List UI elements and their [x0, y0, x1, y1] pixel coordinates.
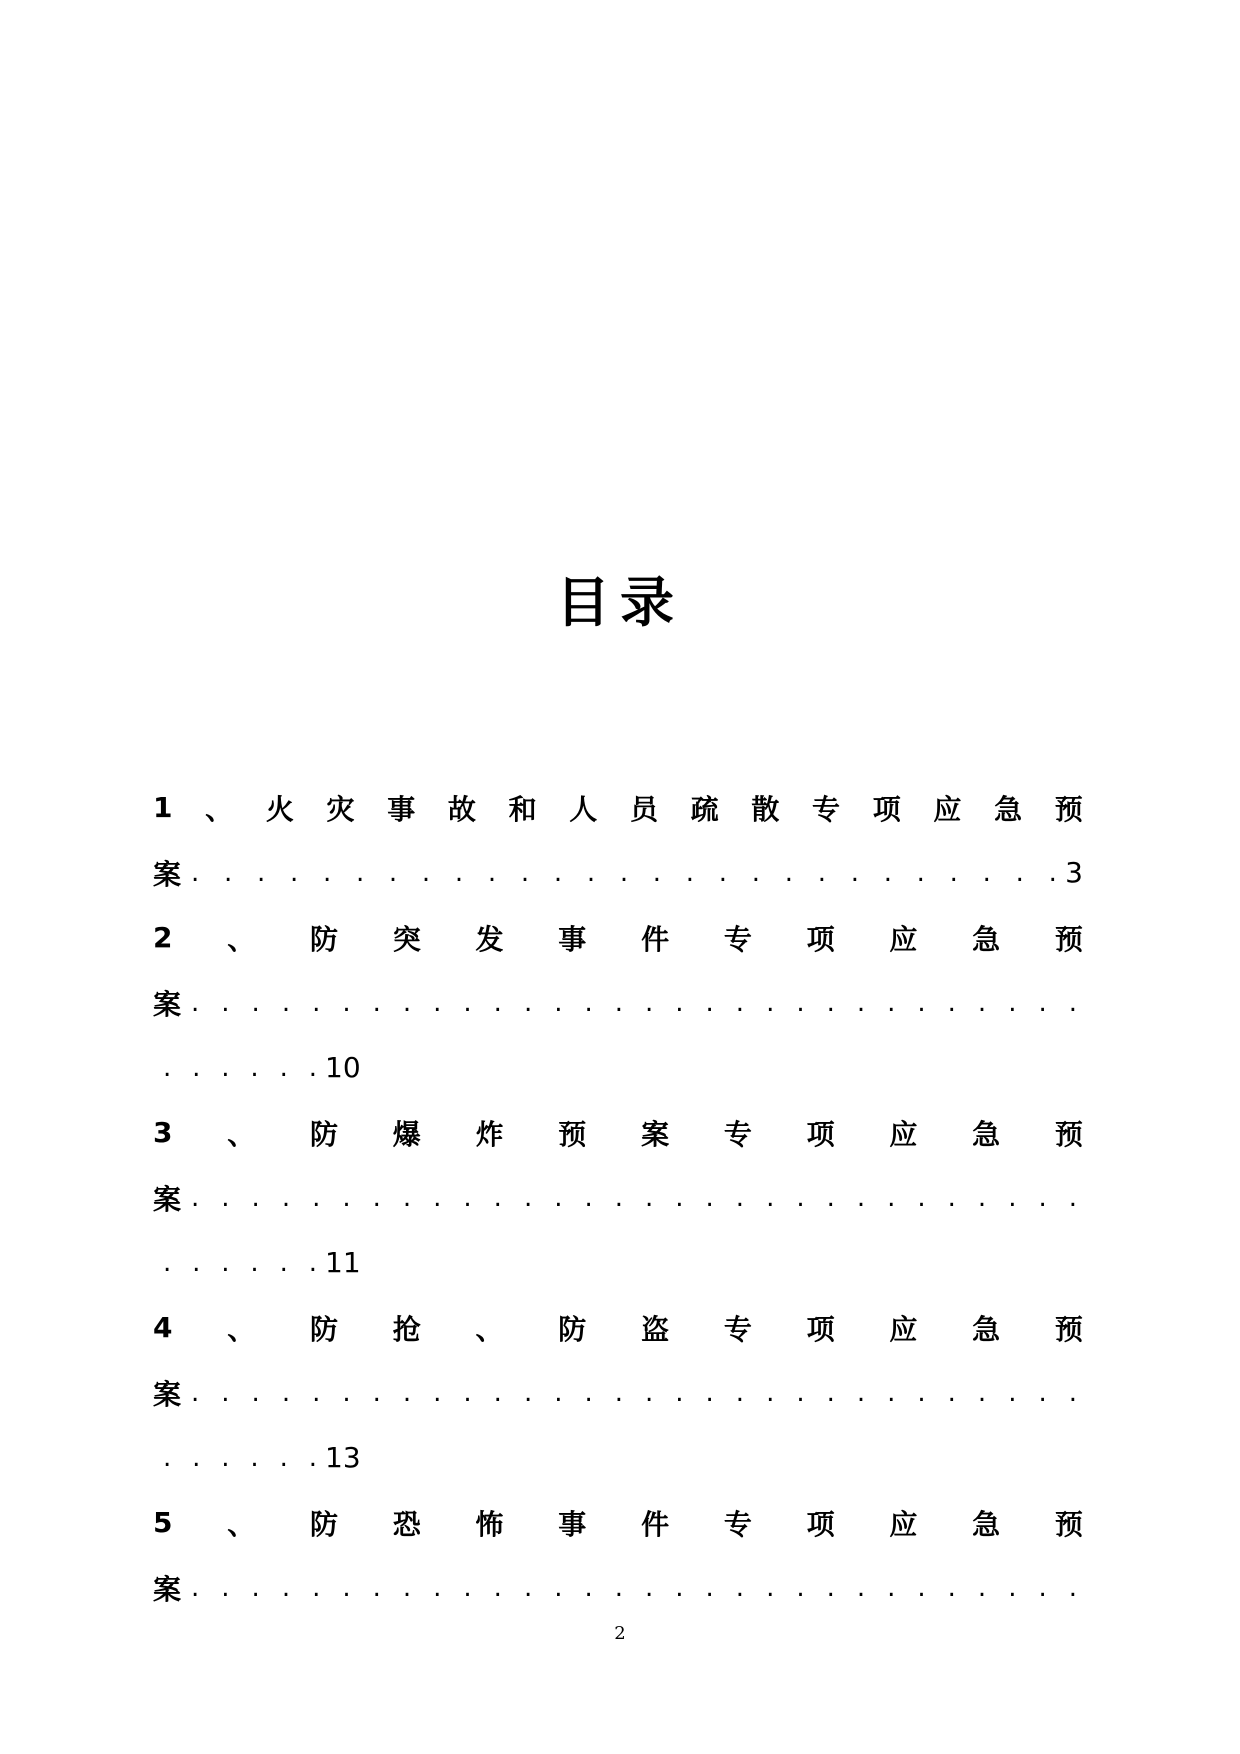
toc-page-number: 3 [1065, 856, 1083, 889]
toc-title: 目录 [556, 571, 684, 634]
toc-heading-char: 防 [310, 922, 339, 956]
toc-heading-char: 预 [558, 1117, 587, 1151]
toc-heading-char: 应 [933, 792, 962, 826]
toc-entry-continuation[interactable] [153, 1035, 1083, 1100]
toc-page-number: 11 [325, 1246, 361, 1279]
table-of-contents [153, 775, 1083, 1620]
toc-heading-char: 专 [723, 1117, 752, 1151]
toc-heading-char: 事 [558, 1507, 587, 1541]
toc-heading-char: 急 [972, 1312, 1001, 1346]
toc-heading-char: 件 [641, 1507, 670, 1541]
toc-heading-char: 突 [392, 922, 421, 956]
toc-heading-char: 、 [227, 1117, 256, 1151]
toc-heading-tail: 案 [153, 1377, 182, 1411]
toc-entry-heading[interactable] [153, 1490, 1083, 1555]
toc-heading-tail: 案 [153, 857, 182, 891]
toc-heading-char: 项 [806, 1507, 835, 1541]
toc-heading-char: 防 [310, 1312, 339, 1346]
toc-entry-leader-line[interactable] [153, 840, 1083, 905]
toc-heading-char: 、 [205, 792, 234, 826]
toc-heading-char: 项 [806, 922, 835, 956]
toc-entry-leader-line[interactable] [153, 1165, 1083, 1230]
toc-heading-char: 抢 [392, 1312, 421, 1346]
dot-leader: . . . . . . [163, 1247, 317, 1278]
toc-heading-char: 案 [641, 1117, 670, 1151]
toc-heading-char: 盗 [641, 1312, 670, 1346]
toc-entry-heading[interactable] [153, 1100, 1083, 1165]
toc-heading-char: 急 [972, 922, 1001, 956]
toc-heading-char: 1 [153, 791, 173, 824]
toc-heading-char: 4 [153, 1311, 173, 1344]
toc-heading-char: 预 [1054, 922, 1083, 956]
toc-page-number: 10 [325, 1051, 361, 1084]
toc-heading-char: 应 [889, 1507, 918, 1541]
page-number: 2 [614, 1623, 626, 1644]
toc-page-number: 13 [325, 1441, 361, 1474]
toc-heading-char: 事 [387, 792, 416, 826]
toc-heading-char: 2 [153, 921, 173, 954]
toc-heading-char: 防 [310, 1117, 339, 1151]
toc-heading-char: 怖 [475, 1507, 504, 1541]
toc-heading-char: 人 [569, 792, 598, 826]
toc-heading-char: 应 [889, 1312, 918, 1346]
toc-entry-heading[interactable] [153, 775, 1083, 840]
toc-entry-leader-line[interactable] [153, 1555, 1083, 1620]
toc-heading-char: 件 [641, 922, 670, 956]
toc-heading-tail: 案 [153, 1572, 182, 1606]
toc-heading-char: 5 [153, 1506, 173, 1539]
toc-heading-char: 应 [889, 922, 918, 956]
dot-leader: . . . . . . . . . . . . . . . . . . . . . . . . . . . [191, 857, 1057, 888]
toc-heading-char: 3 [153, 1116, 173, 1149]
toc-heading-char: 专 [723, 922, 752, 956]
toc-heading-char: 专 [723, 1312, 752, 1346]
toc-heading-char: 员 [629, 792, 658, 826]
toc-heading-char: 急 [972, 1507, 1001, 1541]
toc-heading-char: 项 [872, 792, 901, 826]
toc-heading-char: 、 [227, 922, 256, 956]
toc-entry-heading[interactable] [153, 905, 1083, 970]
toc-heading-char: 预 [1054, 792, 1083, 826]
dot-leader: . . . . . . . . . . . . . . . . . . . . . . . . . . . . . . [191, 1377, 1077, 1408]
dot-leader: . . . . . . . . . . . . . . . . . . . . . . . . . . . . . . [191, 1182, 1077, 1213]
toc-heading-char: 火 [265, 792, 294, 826]
toc-heading-char: 预 [1054, 1507, 1083, 1541]
dot-leader: . . . . . . [163, 1442, 317, 1473]
toc-heading-char: 项 [806, 1117, 835, 1151]
toc-heading-char: 、 [227, 1312, 256, 1346]
toc-heading-tail: 案 [153, 987, 182, 1021]
toc-heading-char: 疏 [690, 792, 719, 826]
toc-heading-char: 炸 [475, 1117, 504, 1151]
toc-entry-continuation[interactable] [153, 1230, 1083, 1295]
toc-heading-char: 恐 [392, 1507, 421, 1541]
toc-heading-char: 、 [227, 1507, 256, 1541]
toc-heading-char: 故 [447, 792, 476, 826]
toc-heading-char: 防 [310, 1507, 339, 1541]
dot-leader: . . . . . . . . . . . . . . . . . . . . . . . . . . . . . . [191, 1572, 1077, 1603]
toc-heading-char: 散 [751, 792, 780, 826]
toc-entry-leader-line[interactable] [153, 1360, 1083, 1425]
toc-heading-char: 防 [558, 1312, 587, 1346]
toc-entry-leader-line[interactable] [153, 970, 1083, 1035]
toc-heading-char: 急 [972, 1117, 1001, 1151]
toc-entry-continuation[interactable] [153, 1425, 1083, 1490]
toc-heading-tail: 案 [153, 1182, 182, 1216]
toc-heading-char: 爆 [392, 1117, 421, 1151]
toc-entry-heading[interactable] [153, 1295, 1083, 1360]
toc-heading-char: 项 [806, 1312, 835, 1346]
toc-heading-char: 预 [1054, 1312, 1083, 1346]
toc-heading-char: 专 [812, 792, 841, 826]
toc-heading-char: 专 [723, 1507, 752, 1541]
toc-heading-char: 急 [994, 792, 1023, 826]
toc-heading-char: 灾 [326, 792, 355, 826]
dot-leader: . . . . . . [163, 1052, 317, 1083]
toc-heading-char: 和 [508, 792, 537, 826]
toc-heading-char: 应 [889, 1117, 918, 1151]
dot-leader: . . . . . . . . . . . . . . . . . . . . . . . . . . . . . . [191, 987, 1077, 1018]
toc-heading-char: 、 [475, 1312, 504, 1346]
toc-heading-char: 预 [1054, 1117, 1083, 1151]
toc-heading-char: 事 [558, 922, 587, 956]
toc-heading-char: 发 [475, 922, 504, 956]
